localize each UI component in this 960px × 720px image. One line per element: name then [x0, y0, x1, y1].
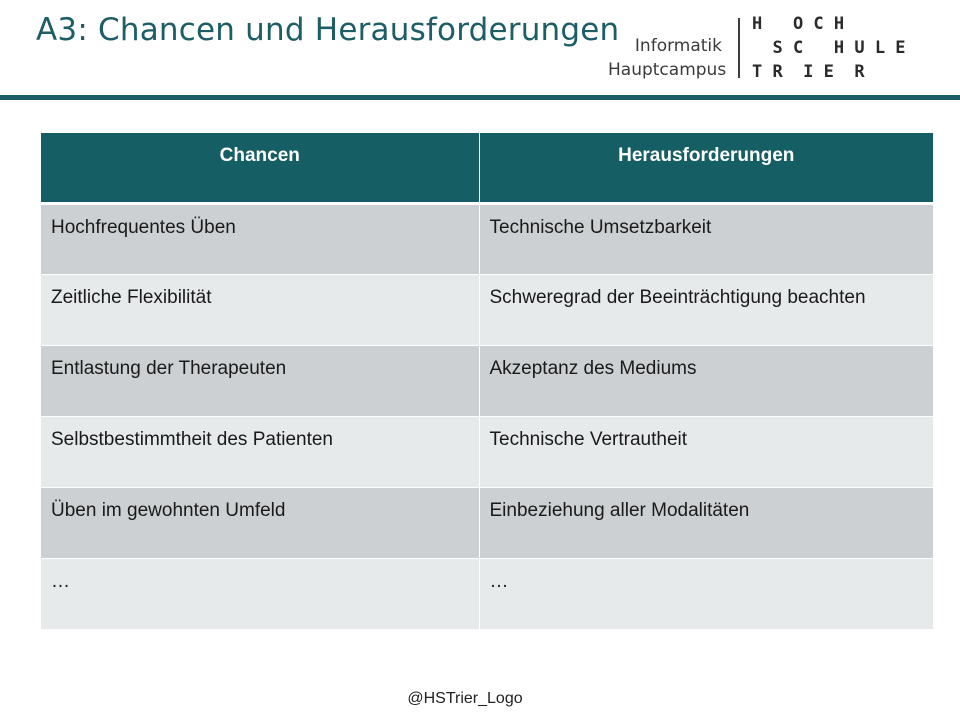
- table-cell: Entlastung der Therapeuten: [41, 345, 479, 416]
- department-label: [608, 34, 727, 82]
- table-row: [41, 345, 933, 416]
- table-cell: …: [41, 558, 479, 629]
- logo-row-3: T R I E R: [752, 62, 865, 82]
- table-row: [41, 558, 933, 629]
- slide-title: A3: Chancen und Herausforderungen: [36, 12, 620, 48]
- column-header-chancen: Chancen: [41, 133, 479, 203]
- table-cell: Technische Umsetzbarkeit: [479, 203, 933, 274]
- footer-text: @HSTrier_Logo: [407, 690, 523, 707]
- table-header-row: [41, 133, 933, 203]
- department-line-1: Informatik: [634, 36, 722, 56]
- header-rule: [0, 95, 960, 100]
- table-row: [41, 203, 933, 274]
- table-cell: Zeitliche Flexibilität: [41, 274, 479, 345]
- table-cell: Technische Vertrautheit: [479, 416, 933, 487]
- department-line-2: Hauptcampus: [608, 60, 727, 80]
- hochschule-trier-logo: [752, 12, 952, 84]
- table-cell: Üben im gewohnten Umfeld: [41, 487, 479, 558]
- table-cell: Hochfrequentes Üben: [41, 203, 479, 274]
- table-cell: Schweregrad der Beeinträchtigung beachten: [479, 274, 933, 345]
- table-row: [41, 274, 933, 345]
- logo-row-1: H O C H: [752, 14, 845, 34]
- logo-row-2: S C H U L E: [752, 38, 906, 58]
- footer-caption: [0, 690, 960, 708]
- table-cell: …: [479, 558, 933, 629]
- table-row: [41, 416, 933, 487]
- table-cell: Akzeptanz des Mediums: [479, 345, 933, 416]
- table-row: [41, 487, 933, 558]
- table-cell: Selbstbestimmtheit des Patienten: [41, 416, 479, 487]
- brand-divider: [738, 18, 740, 78]
- column-header-herausforderungen: Herausforderungen: [479, 133, 933, 203]
- chances-challenges-table: [41, 133, 933, 630]
- table-cell: Einbeziehung aller Modalitäten: [479, 487, 933, 558]
